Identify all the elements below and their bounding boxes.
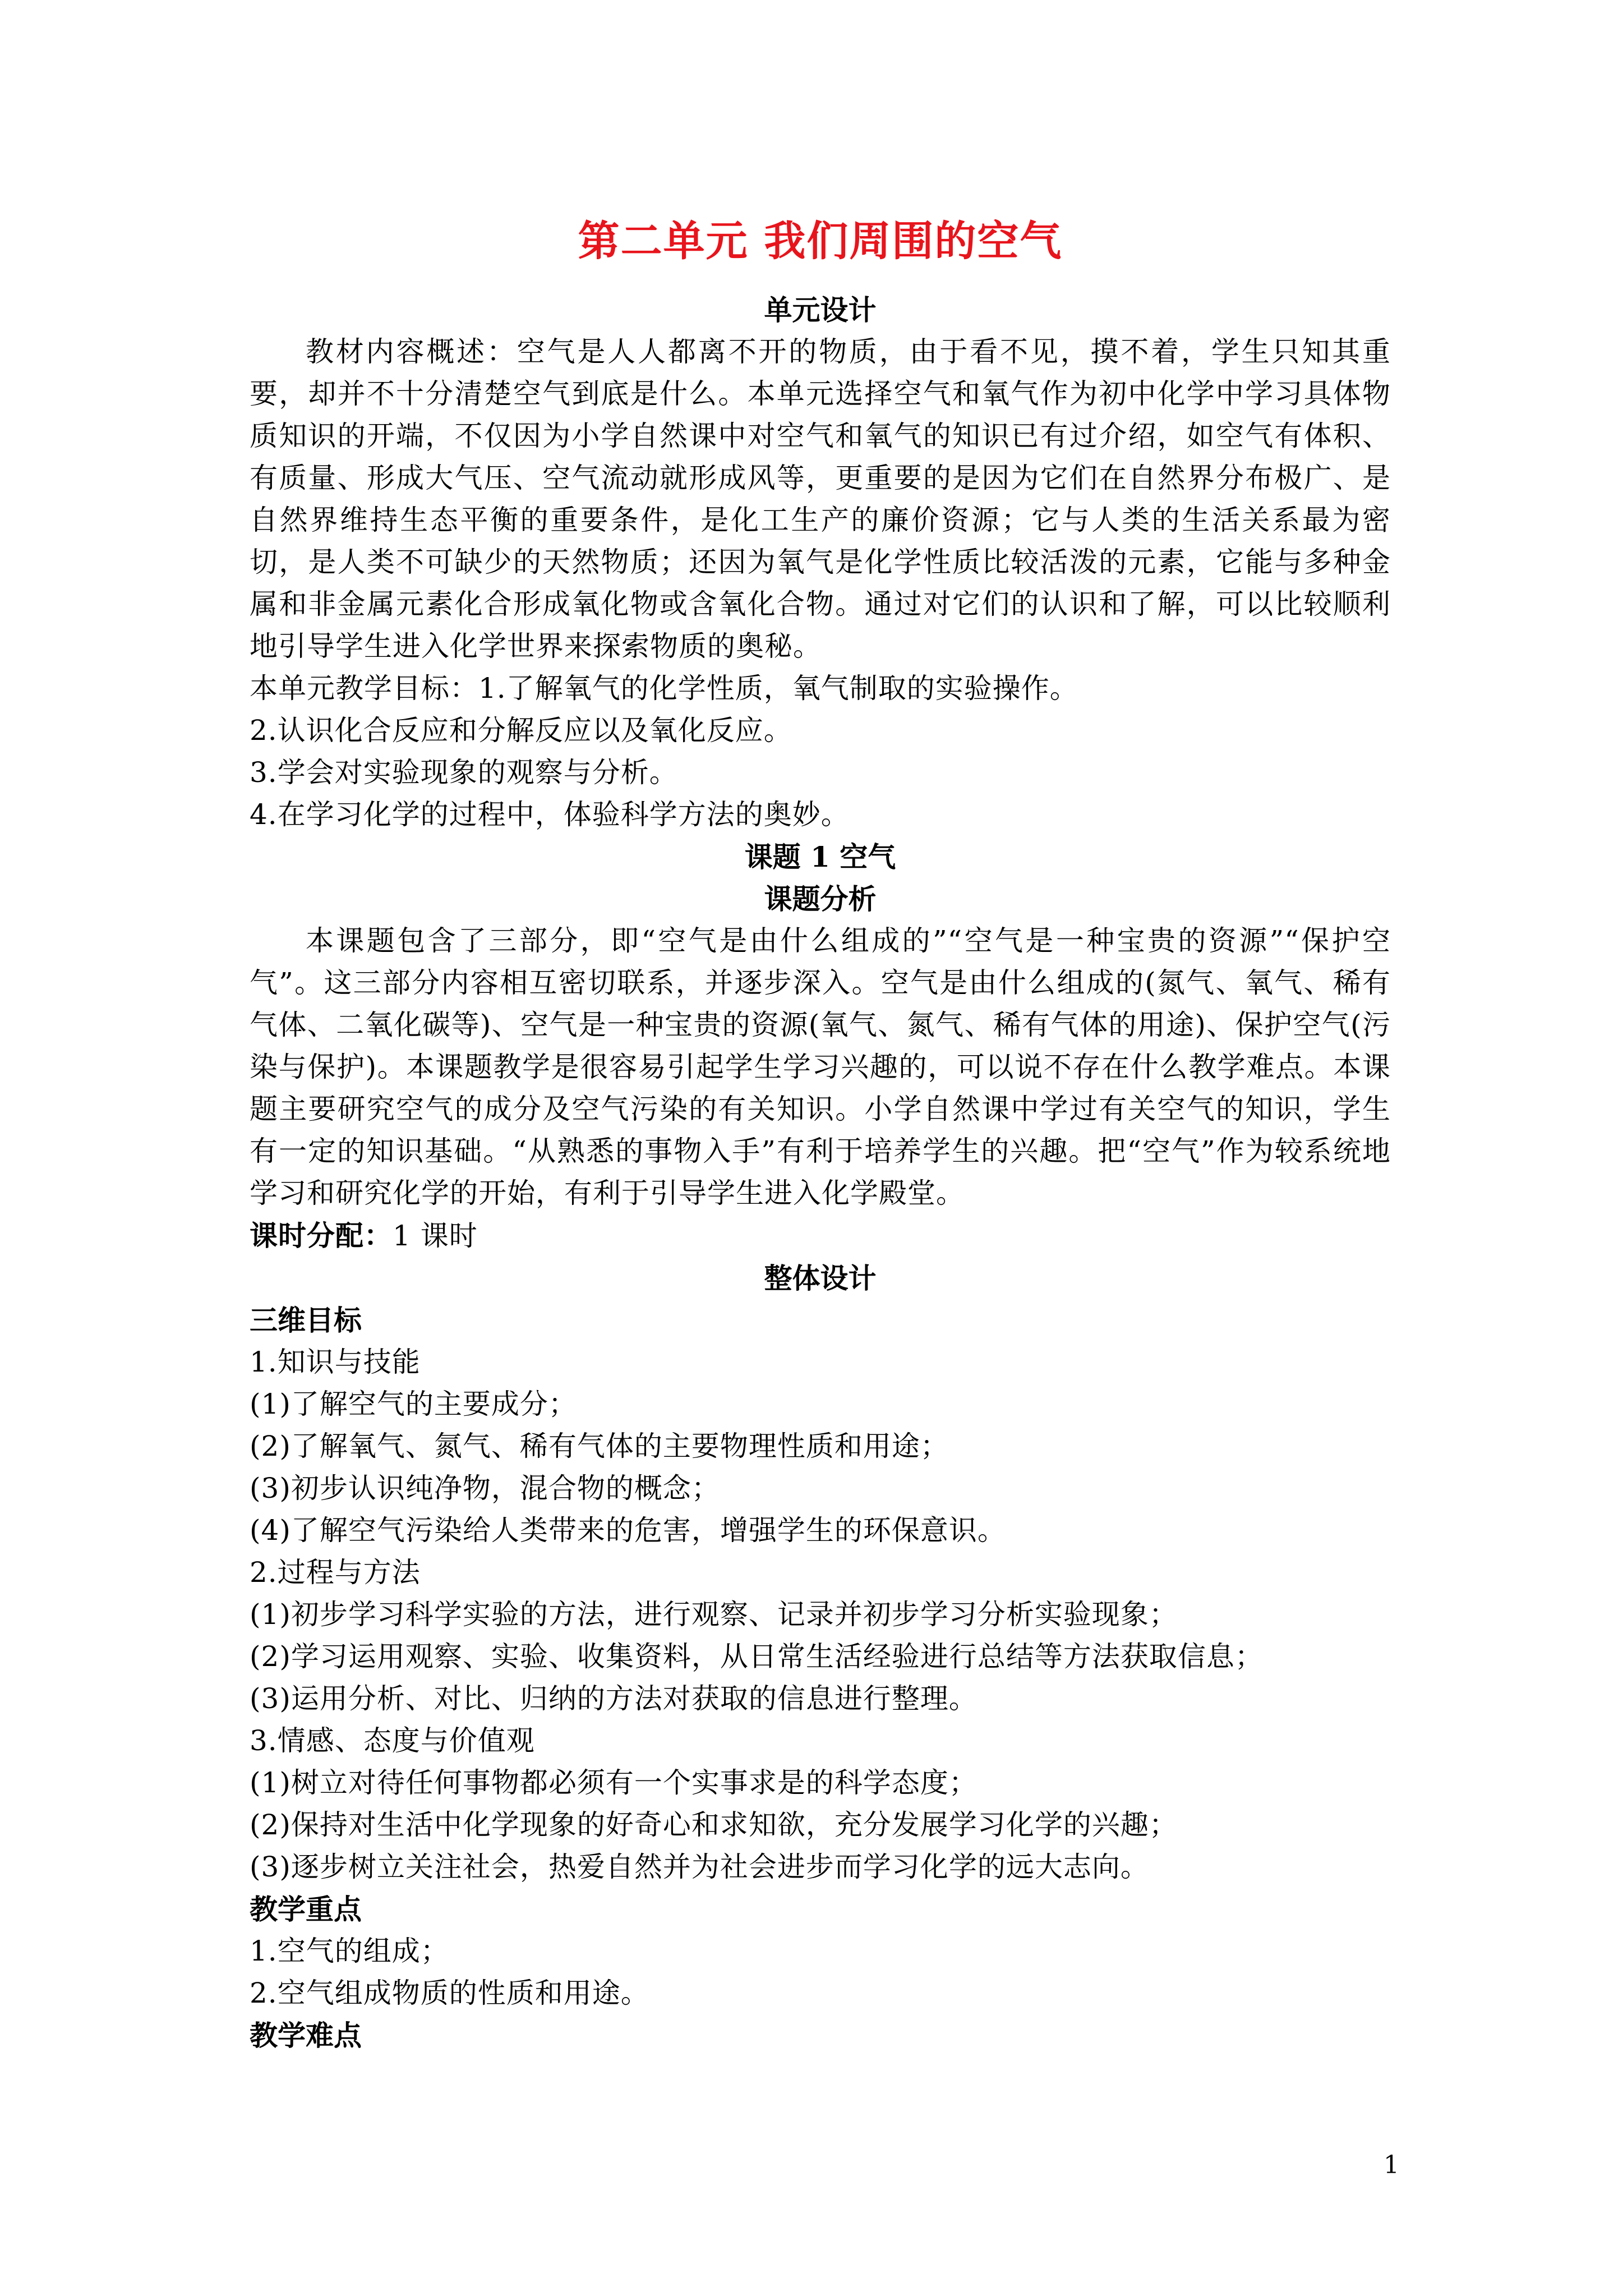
knowledge-item: (3)初步认识纯净物，混合物的概念；: [250, 1472, 720, 1504]
three-dimensional-goals-heading: 三维目标: [250, 1304, 362, 1337]
knowledge-item: (1)了解空气的主要成分；: [250, 1388, 577, 1420]
unit-goal-item: 本单元教学目标：1.了解氧气的化学性质，氧气制取的实验操作。: [250, 672, 1078, 705]
emotion-heading: 3.情感、态度与价值观: [250, 1724, 535, 1757]
period-value: 1 课时: [393, 1220, 478, 1252]
difficulties-heading: 教学难点: [250, 2019, 362, 2052]
unit-goal-item: 4.在学习化学的过程中，体验科学方法的奥妙。: [250, 798, 850, 831]
overall-design-heading: 整体设计: [764, 1262, 877, 1295]
lesson-analysis-paragraph: 本课题包含了三部分，即“空气是由什么组成的”“空气是一种宝贵的资源”“保护空气”。这三部分内容相互密切联系，并逐步深入。空气是由什么组成的(氮气、氧气、稀有气体、二氧化碳等)、空气是一种宝贵的资源(氧气、氮气、稀有气体的用途)、保护空气(污染与保护)。本课题教学是很容易引起学生学习兴趣的，可以说不存在什么教学难点。本课题主要研究空气的成分及空气污染的有关知识。小学自然课中学过有关空气的知识，学生有一定的知识基础。“从熟悉的事物入手”有利于培养学生的兴趣。把“空气”作为较系统地学习和研究化学的开始，有利于引导学生进入化学殿堂。: [250, 924, 1391, 1209]
page-number: 1: [1384, 2151, 1399, 2179]
emotion-item: (3)逐步树立关注社会，热爱自然并为社会进步而学习化学的远大志向。: [250, 1851, 1149, 1883]
process-item: (1)初步学习科学实验的方法，进行观察、记录并初步学习分析实验现象；: [250, 1598, 1178, 1631]
document-body: [250, 289, 1391, 2056]
lesson-heading: 课题 1 空气: [744, 840, 896, 873]
document-page: [250, 0, 1399, 2296]
unit-design-heading: 单元设计: [764, 293, 877, 326]
emotion-item: (2)保持对生活中化学现象的好奇心和求知欲，充分发展学习化学的兴趣；: [250, 1809, 1178, 1841]
knowledge-item: (2)了解氧气、氮气、稀有气体的主要物理性质和用途；: [250, 1430, 949, 1462]
key-point-item: 2.空气组成物质的性质和用途。: [250, 1977, 649, 2009]
process-item: (2)学习运用观察、实验、收集资料，从日常生活经验进行总结等方法获取信息；: [250, 1640, 1264, 1673]
document-title: 第二单元 我们周围的空气: [578, 217, 1063, 265]
process-heading: 2.过程与方法: [250, 1556, 421, 1589]
knowledge-item: (4)了解空气污染给人类带来的危害，增强学生的环保意识。: [250, 1514, 1006, 1547]
key-point-item: 1.空气的组成；: [250, 1935, 449, 1967]
unit-overview-paragraph: 教材内容概述：空气是人人都离不开的物质，由于看不见，摸不着，学生只知其重要，却并不十分清楚空气到底是什么。本单元选择空气和氧气作为初中化学中学习具体物质知识的开端，不仅因为小学自然课中对空气和氧气的知识已有过介绍，如空气有体积、有质量、形成大气压、空气流动就形成风等，更重要的是因为它们在自然界分布极广、是自然界维持生态平衡的重要条件，是化工生产的廉价资源；它与人类的生活关系最为密切，是人类不可缺少的天然物质；还因为氧气是化学性质比较活泼的元素，它能与多种金属和非金属元素化合形成氧化物或含氧化合物。通过对它们的认识和了解，可以比较顺利地引导学生进入化学世界来探索物质的奥秘。: [250, 335, 1391, 662]
knowledge-heading: 1.知识与技能: [250, 1346, 421, 1378]
lesson-analysis-heading: 课题分析: [764, 882, 877, 915]
period-allocation: [250, 1214, 1391, 1257]
unit-goal-item: 2.认识化合反应和分解反应以及氧化反应。: [250, 714, 792, 747]
key-points-heading: 教学重点: [250, 1893, 362, 1926]
unit-goal-item: 3.学会对实验现象的观察与分析。: [250, 756, 678, 789]
period-label: 课时分配：: [250, 1219, 393, 1252]
process-item: (3)运用分析、对比、归纳的方法对获取的信息进行整理。: [250, 1682, 978, 1715]
emotion-item: (1)树立对待任何事物都必须有一个实事求是的科学态度；: [250, 1766, 978, 1799]
